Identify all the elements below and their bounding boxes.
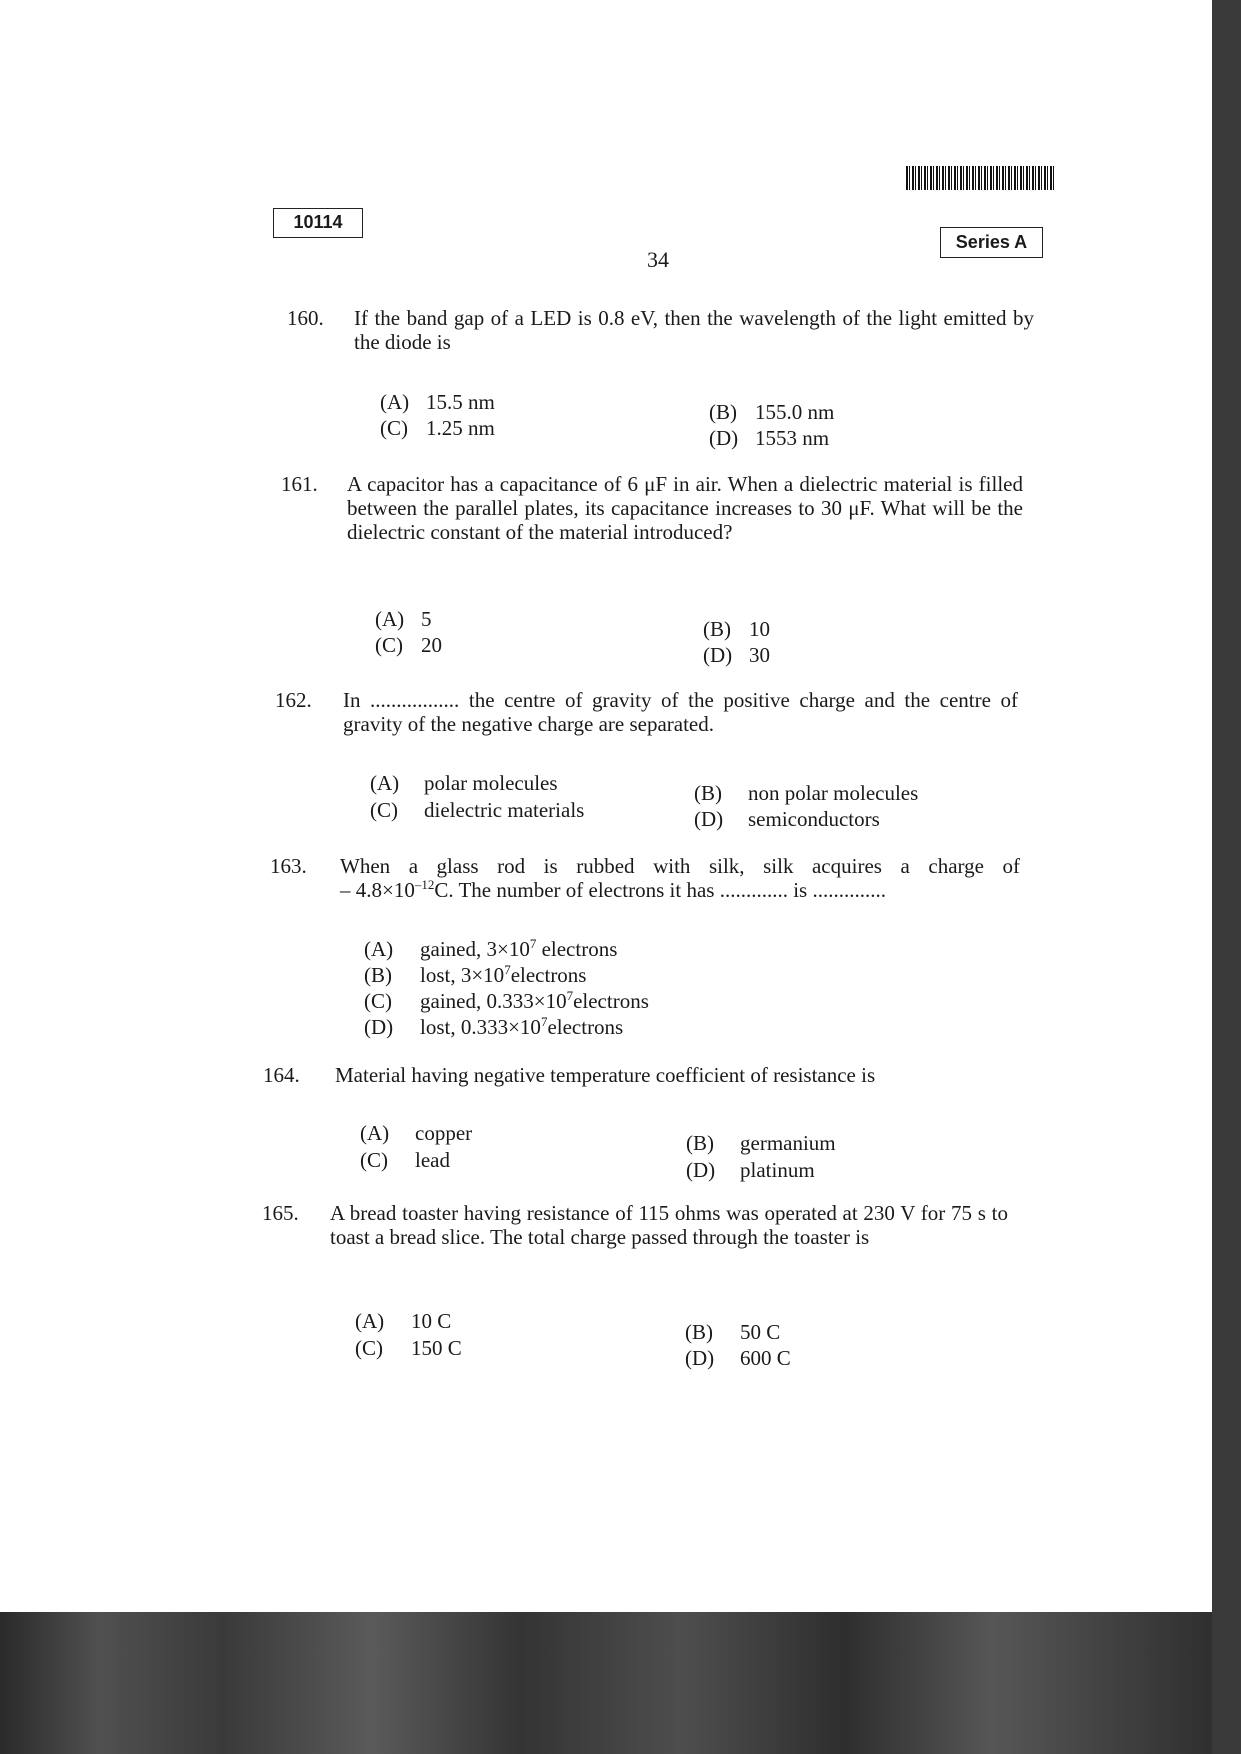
option-162-a[interactable]: (A) polar molecules xyxy=(370,771,558,795)
option-160-a[interactable]: (A) 15.5 nm xyxy=(380,390,495,414)
scan-border-bottom xyxy=(0,1612,1241,1754)
option-160-b[interactable]: (B) 155.0 nm xyxy=(709,400,835,424)
option-162-d[interactable]: (D) semiconductors xyxy=(694,807,880,831)
option-162-c[interactable]: (C) dielectric materials xyxy=(370,798,585,822)
option-161-c[interactable]: (C) 20 xyxy=(375,633,442,657)
question-number: 165. xyxy=(262,1201,299,1225)
question-number: 164. xyxy=(263,1063,300,1087)
option-165-a[interactable]: (A) 10 C xyxy=(355,1309,452,1333)
question-number: 162. xyxy=(275,688,312,712)
option-160-c[interactable]: (C) 1.25 nm xyxy=(380,416,495,440)
option-165-b[interactable]: (B) 50 C xyxy=(685,1320,781,1344)
question-text: If the band gap of a LED is 0.8 eV, then the wavelength of the light emitted by the diode is xyxy=(354,306,1034,354)
option-165-c[interactable]: (C) 150 C xyxy=(355,1336,462,1360)
question-number: 163. xyxy=(270,854,307,878)
question-text-line1: When a glass rod is rubbed with silk, silk acquires a charge of xyxy=(340,854,1020,878)
option-164-a[interactable]: (A) copper xyxy=(360,1121,473,1145)
question-number: 160. xyxy=(287,306,324,330)
option-165-d[interactable]: (D) 600 C xyxy=(685,1346,791,1370)
option-163-a[interactable]: (A) gained, $3\times 10^7$ electrons xyxy=(364,936,618,961)
option-161-d[interactable]: (D) 30 xyxy=(703,643,770,667)
option-162-b[interactable]: (B) non polar molecules xyxy=(694,781,919,805)
option-161-b[interactable]: (B) 10 xyxy=(703,617,770,641)
question-text: In ................. the centre of gravity of the positive charge and the centre of gravity of the negative charge are separated. xyxy=(343,688,1018,736)
option-163-c[interactable]: (C) gained, $0.333\times 10^7electrons$ xyxy=(364,988,649,1013)
question-text-line2: – $4.8\times 10^{-12}C$. The number of electrons it has ............. is .............. xyxy=(340,877,886,902)
option-161-a[interactable]: (A) 5 xyxy=(375,607,432,631)
option-164-c[interactable]: (C) lead xyxy=(360,1148,450,1172)
question-text: Material having negative temperature coefficient of resistance is xyxy=(335,1063,876,1087)
option-163-b[interactable]: (B) lost, $3\times 10^7electrons$ xyxy=(364,962,587,987)
option-163-d[interactable]: (D) lost, $0.333\times 10^7electrons$ xyxy=(364,1014,624,1039)
series-box: Series A xyxy=(940,227,1043,258)
option-164-d[interactable]: (D) platinum xyxy=(686,1158,815,1182)
question-text: A capacitor has a capacitance of 6 μF in air. When a dielectric material is filled between the parallel plates, its capacitance increases to 30 μF. What will be the dielectric constant of the material introduced? xyxy=(347,472,1023,544)
option-164-b[interactable]: (B) germanium xyxy=(686,1131,836,1155)
question-text: A bread toaster having resistance of 115 ohms was operated at 230 V for 75 s to toast a bread slice. The total charge passed through the toaster is xyxy=(330,1201,1008,1249)
question-number: 161. xyxy=(281,472,318,496)
question-text xyxy=(340,854,1020,902)
paper-code-box: 10114 xyxy=(273,208,363,238)
barcode xyxy=(906,166,1056,190)
scan-border-right xyxy=(1212,0,1241,1754)
page-number: 34 xyxy=(647,247,669,272)
option-160-d[interactable]: (D) 1553 nm xyxy=(709,426,830,450)
